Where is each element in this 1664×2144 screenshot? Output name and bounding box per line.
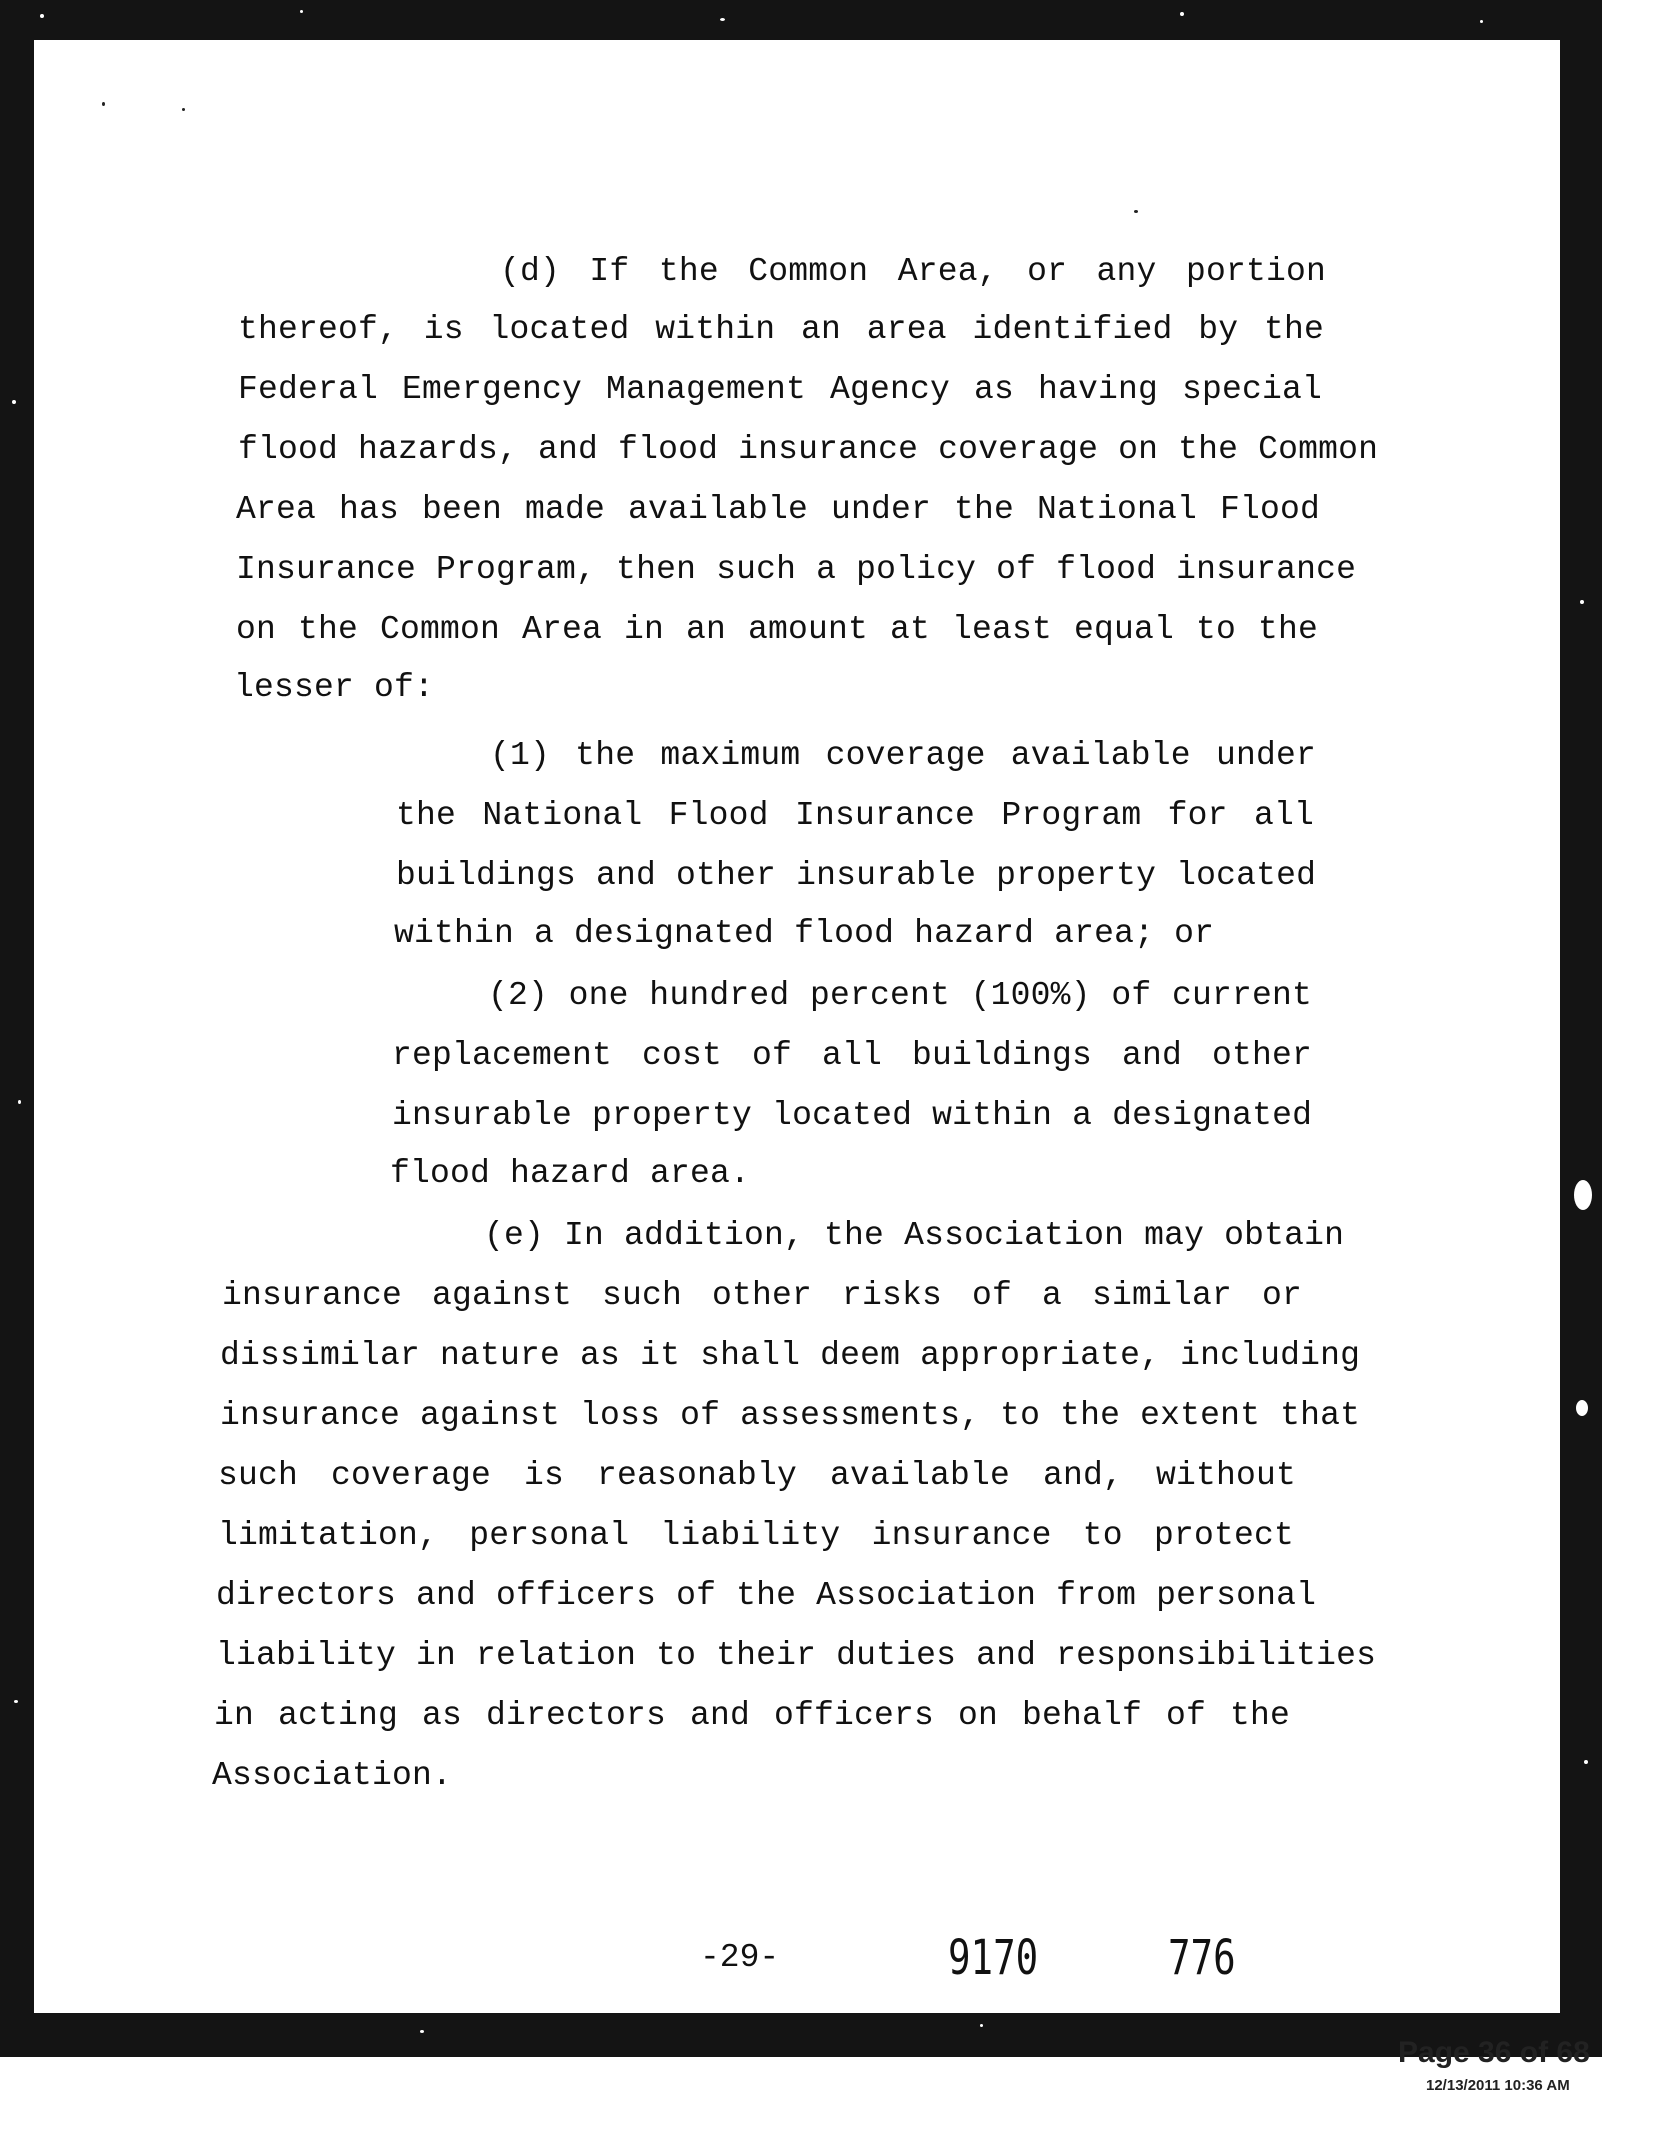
paragraph-e-line: dissimilar nature as it shall deem appropriate, including: [220, 1337, 1361, 1374]
scan-speck: [420, 2030, 424, 2033]
subitem-2-line: replacement cost of all buildings and other: [392, 1037, 1312, 1074]
scan-speck: [980, 2024, 983, 2027]
scan-speck: [102, 102, 105, 106]
scan-border-left: [0, 0, 34, 2042]
paragraph-d-line: on the Common Area in an amount at least equal to the: [236, 611, 1318, 648]
scan-speck: [720, 18, 725, 21]
print-timestamp: 12/13/2011 10:36 AM: [1426, 2077, 1570, 2094]
book-number: 9170: [948, 1930, 1039, 1986]
subitem-1-line: within a designated flood hazard area; or: [394, 915, 1215, 952]
paragraph-e-line: limitation, personal liability insurance to protect: [218, 1517, 1294, 1554]
scan-speck: [12, 400, 16, 404]
scan-speck: [1180, 12, 1184, 16]
paragraph-e-line: Association.: [212, 1757, 453, 1794]
scan-speck: [1574, 1180, 1592, 1210]
scan-speck: [1134, 210, 1138, 213]
scan-speck: [182, 108, 185, 111]
paragraph-e-line: insurance against loss of assessments, to the extent that: [220, 1397, 1361, 1434]
paragraph-e-line: in acting as directors and officers on behalf of the: [214, 1697, 1290, 1734]
scan-border-top: [0, 0, 1602, 40]
subitem-2-line: insurable property located within a designated: [392, 1097, 1313, 1134]
scan-speck: [300, 10, 303, 13]
paragraph-e-line: directors and officers of the Association from personal: [216, 1577, 1317, 1614]
paragraph-d-line: Federal Emergency Management Agency as having special: [238, 371, 1322, 408]
scan-speck: [1584, 1760, 1588, 1764]
paragraph-e-line: such coverage is reasonably available and, without: [218, 1457, 1296, 1494]
subitem-1-line: buildings and other insurable property located: [396, 857, 1317, 894]
book-page-number: 776: [1168, 1930, 1236, 1986]
scan-speck: [1480, 20, 1483, 23]
scan-speck: [40, 14, 44, 18]
page-count: Page 36 of 68: [1398, 2036, 1590, 2069]
page-number: -29-: [700, 1939, 780, 1976]
paragraph-d-line: thereof, is located within an area identified by the: [238, 311, 1324, 348]
paragraph-d-line: flood hazards, and flood insurance coverage on the Common: [238, 431, 1379, 468]
paragraph-d-line: Insurance Program, then such a policy of flood insurance: [236, 551, 1357, 588]
paragraph-d-line: (d) If the Common Area, or any portion: [500, 253, 1326, 290]
paragraph-e-line: liability in relation to their duties and responsibilities: [216, 1637, 1377, 1674]
scan-border-bottom: [0, 2013, 1602, 2057]
paragraph-d-line: lesser of:: [234, 669, 435, 706]
scan-speck: [18, 1100, 21, 1104]
paragraph-e-line: (e) In addition, the Association may obtain: [484, 1217, 1345, 1254]
subitem-2-line: flood hazard area.: [390, 1155, 751, 1192]
scan-speck: [14, 1700, 18, 1703]
scan-border-right: [1560, 30, 1602, 2042]
scan-speck: [1580, 600, 1584, 604]
subitem-1-line: the National Flood Insurance Program for all: [396, 797, 1314, 834]
paragraph-d-line: Area has been made available under the National Flood: [236, 491, 1320, 528]
subitem-2-line: (2) one hundred percent (100%) of current: [488, 977, 1312, 1014]
scan-speck: [1576, 1400, 1588, 1416]
subitem-1-line: (1) the maximum coverage available under: [490, 737, 1316, 774]
paragraph-e-line: insurance against such other risks of a similar or: [222, 1277, 1302, 1314]
